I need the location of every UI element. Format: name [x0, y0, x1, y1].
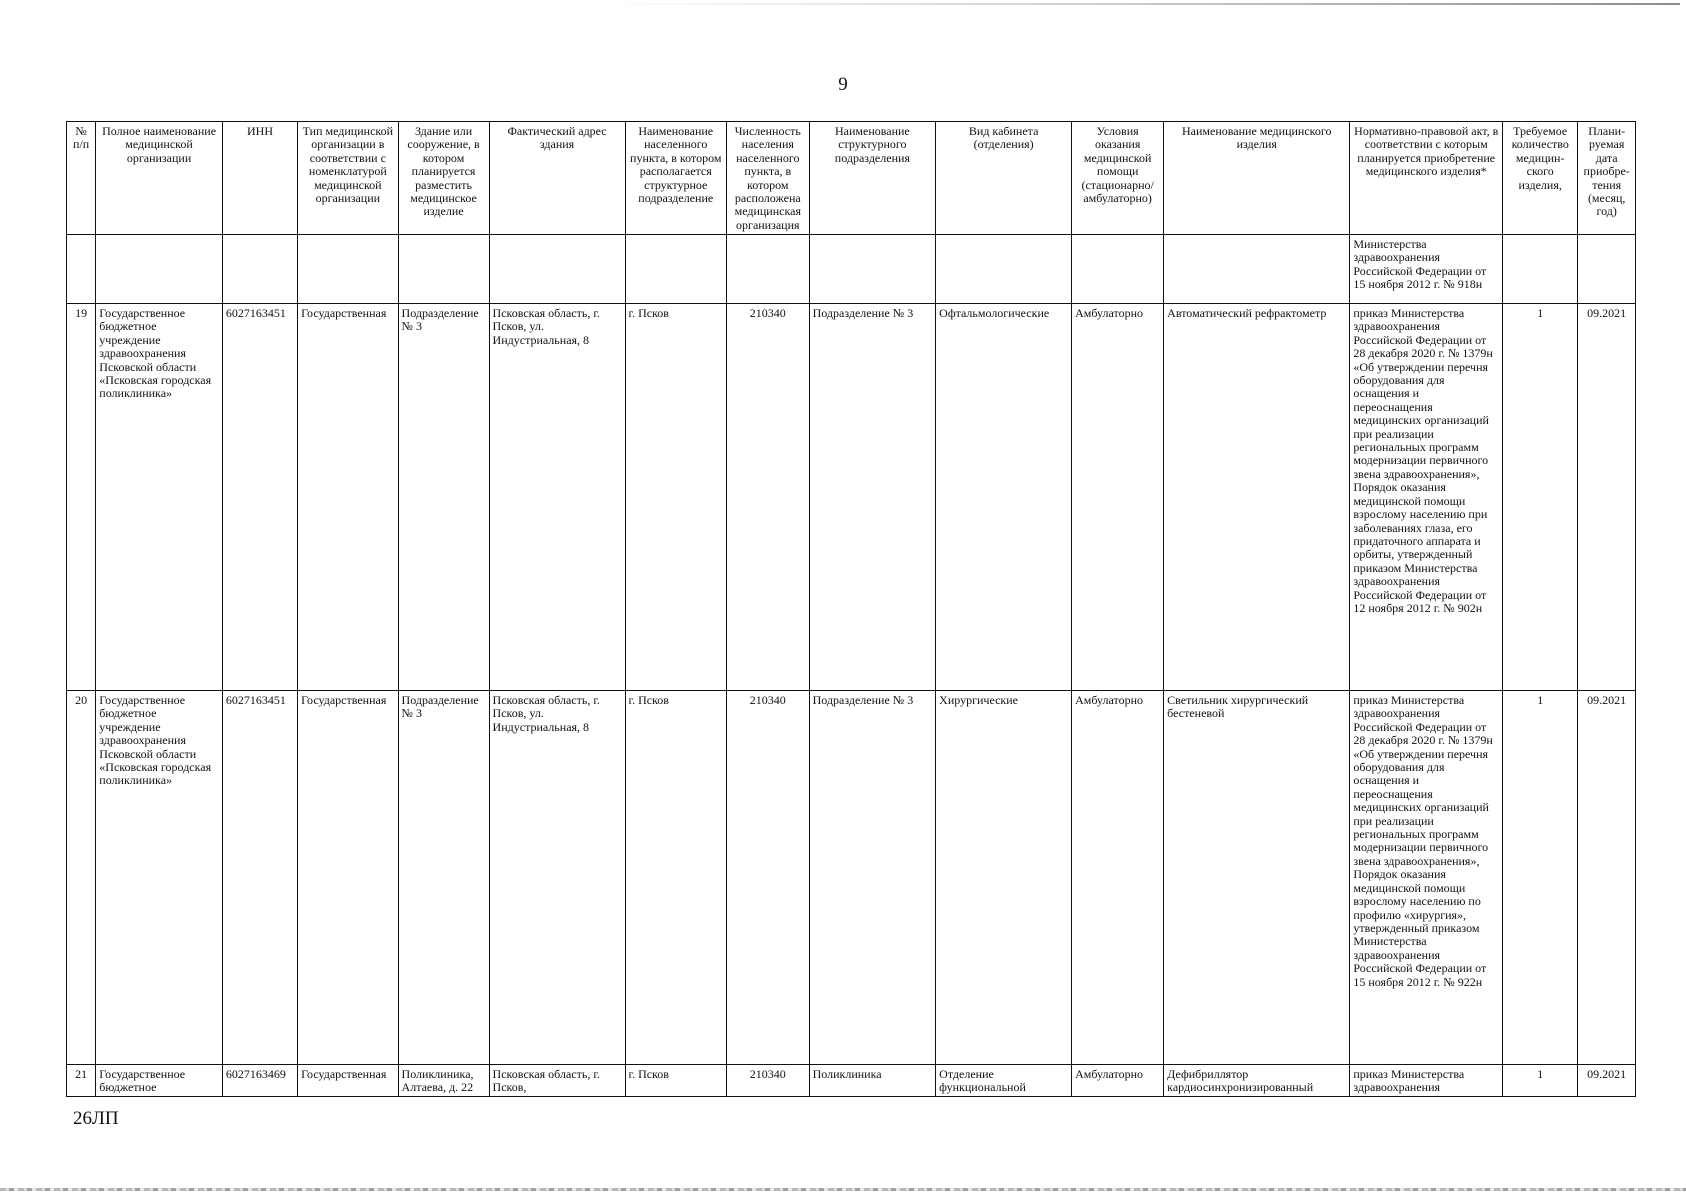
- header-org: Полное наименование медицинской организации: [96, 122, 223, 235]
- cell-org: Государственное бюджетное учреждение здравоохранения Псковской области «Псковская городская поликлиника»: [96, 304, 223, 691]
- cell-date: 09.2021: [1578, 304, 1636, 691]
- table-row-continuation: [67, 235, 1636, 304]
- cell-inn: 6027163451: [222, 691, 297, 1065]
- header-unit: Наименование структурного подразделения: [809, 122, 936, 235]
- cell-address: Псковская область, г. Псков, ул. Индустриальная, 8: [489, 304, 625, 691]
- cell-unit: Поликлиника: [809, 1065, 936, 1097]
- header-address: Фактический адрес здания: [489, 122, 625, 235]
- cell-num: 19: [67, 304, 96, 691]
- cell-device: Светильник хирургический бестеневой: [1164, 691, 1350, 1065]
- header-type: Тип медицинской организации в соответствии с номенклатурой медицинской организации: [298, 122, 398, 235]
- cell-date: 09.2021: [1578, 1065, 1636, 1097]
- cell-org: Государственное бюджетное: [96, 1065, 223, 1097]
- cell-num: 21: [67, 1065, 96, 1097]
- cell-address: Псковская область, г. Псков,: [489, 1065, 625, 1097]
- cell-inn: 6027163469: [222, 1065, 297, 1097]
- cell-building: Подразделение № 3: [398, 304, 489, 691]
- cell-settlement: г. Псков: [625, 1065, 726, 1097]
- cell-act: приказ Министерства здравоохранения: [1350, 1065, 1503, 1097]
- scan-edge-top: [600, 3, 1680, 5]
- header-conditions: Условия оказания медицинской помощи (стационарно/ амбулаторно): [1072, 122, 1164, 235]
- cell-device: Автоматический рефрактометр: [1164, 304, 1350, 691]
- cell-device: Дефибриллятор кардиосинхронизированный: [1164, 1065, 1350, 1097]
- cell-building: Подразделение № 3: [398, 691, 489, 1065]
- header-population: Численность населения населенного пункта, в котором расположена медицинская организация: [726, 122, 809, 235]
- cell-unit: Подразделение № 3: [809, 691, 936, 1065]
- header-cabinet: Вид кабинета (отделения): [936, 122, 1072, 235]
- table-row: [67, 1065, 1636, 1097]
- cell-type: Государственная: [298, 1065, 398, 1097]
- page-number: 9: [838, 74, 848, 95]
- cell-population: 210340: [726, 691, 809, 1065]
- cell-unit: Подразделение № 3: [809, 304, 936, 691]
- cell-building: Поликлиника, Алтаева, д. 22: [398, 1065, 489, 1097]
- cell-cabinet: Хирургические: [936, 691, 1072, 1065]
- table-row: [67, 304, 1636, 691]
- cell-qty: 1: [1503, 691, 1578, 1065]
- scan-edge-bottom: [0, 1188, 1686, 1191]
- cell-cabinet: Отделение функциональной: [936, 1065, 1072, 1097]
- cell-qty: 1: [1503, 1065, 1578, 1097]
- header-num: № п/п: [67, 122, 96, 235]
- equipment-table: [66, 121, 1636, 1097]
- cell-population: 210340: [726, 304, 809, 691]
- table-row: [67, 691, 1636, 1065]
- cell-org: Государственное бюджетное учреждение здравоохранения Псковской области «Псковская городская поликлиника»: [96, 691, 223, 1065]
- cell-qty: 1: [1503, 304, 1578, 691]
- header-inn: ИНН: [222, 122, 297, 235]
- header-row: [67, 122, 1636, 235]
- cell-population: 210340: [726, 1065, 809, 1097]
- cell-date: 09.2021: [1578, 691, 1636, 1065]
- cell-settlement: г. Псков: [625, 304, 726, 691]
- cell-type: Государственная: [298, 304, 398, 691]
- header-qty: Требуемое количество медицин-ского изделия,: [1503, 122, 1578, 235]
- cell-cabinet: Офтальмологические: [936, 304, 1072, 691]
- continuation-act: Министерства здравоохранения Российской Федерации от 15 ноября 2012 г. № 918н: [1350, 235, 1503, 304]
- cell-address: Псковская область, г. Псков, ул. Индустриальная, 8: [489, 691, 625, 1065]
- cell-conditions: Амбулаторно: [1072, 1065, 1164, 1097]
- header-building: Здание или сооружение, в котором планируется разместить медицинское изделие: [398, 122, 489, 235]
- cell-conditions: Амбулаторно: [1072, 304, 1164, 691]
- document-code: 26ЛП: [73, 1108, 119, 1129]
- cell-type: Государственная: [298, 691, 398, 1065]
- cell-num: 20: [67, 691, 96, 1065]
- cell-settlement: г. Псков: [625, 691, 726, 1065]
- header-device: Наименование медицинского изделия: [1164, 122, 1350, 235]
- header-date: Плани-руемая дата приобре-тения (месяц, год): [1578, 122, 1636, 235]
- header-act: Нормативно-правовой акт, в соответствии с которым планируется приобретение медицинского изделия*: [1350, 122, 1503, 235]
- cell-act: приказ Министерства здравоохранения Российской Федерации от 28 декабря 2020 г. № 1379н «Об утверждении перечня оборудования для оснащения и переоснащения медицинских организаций при реализации региональных программ модернизации первичного звена здравоохранения», Порядок оказания медицинской помощи взрослому населению по профилю «хирургия», утвержденный приказом Министерства здравоохранения Российской Федерации от 15 ноября 2012 г. № 922н: [1350, 691, 1503, 1065]
- cell-act: приказ Министерства здравоохранения Российской Федерации от 28 декабря 2020 г. № 1379н «Об утверждении перечня оборудования для оснащения и переоснащения медицинских организаций при реализации региональных программ модернизации первичного звена здравоохранения», Порядок оказания медицинской помощи взрослому населению при заболеваниях глаза, его придаточного аппарата и орбиты, утвержденный приказом Министерства здравоохранения Российской Федерации от 12 ноября 2012 г. № 902н: [1350, 304, 1503, 691]
- cell-inn: 6027163451: [222, 304, 297, 691]
- header-settlement: Наименование населенного пункта, в котором располагается структурное подразделение: [625, 122, 726, 235]
- cell-conditions: Амбулаторно: [1072, 691, 1164, 1065]
